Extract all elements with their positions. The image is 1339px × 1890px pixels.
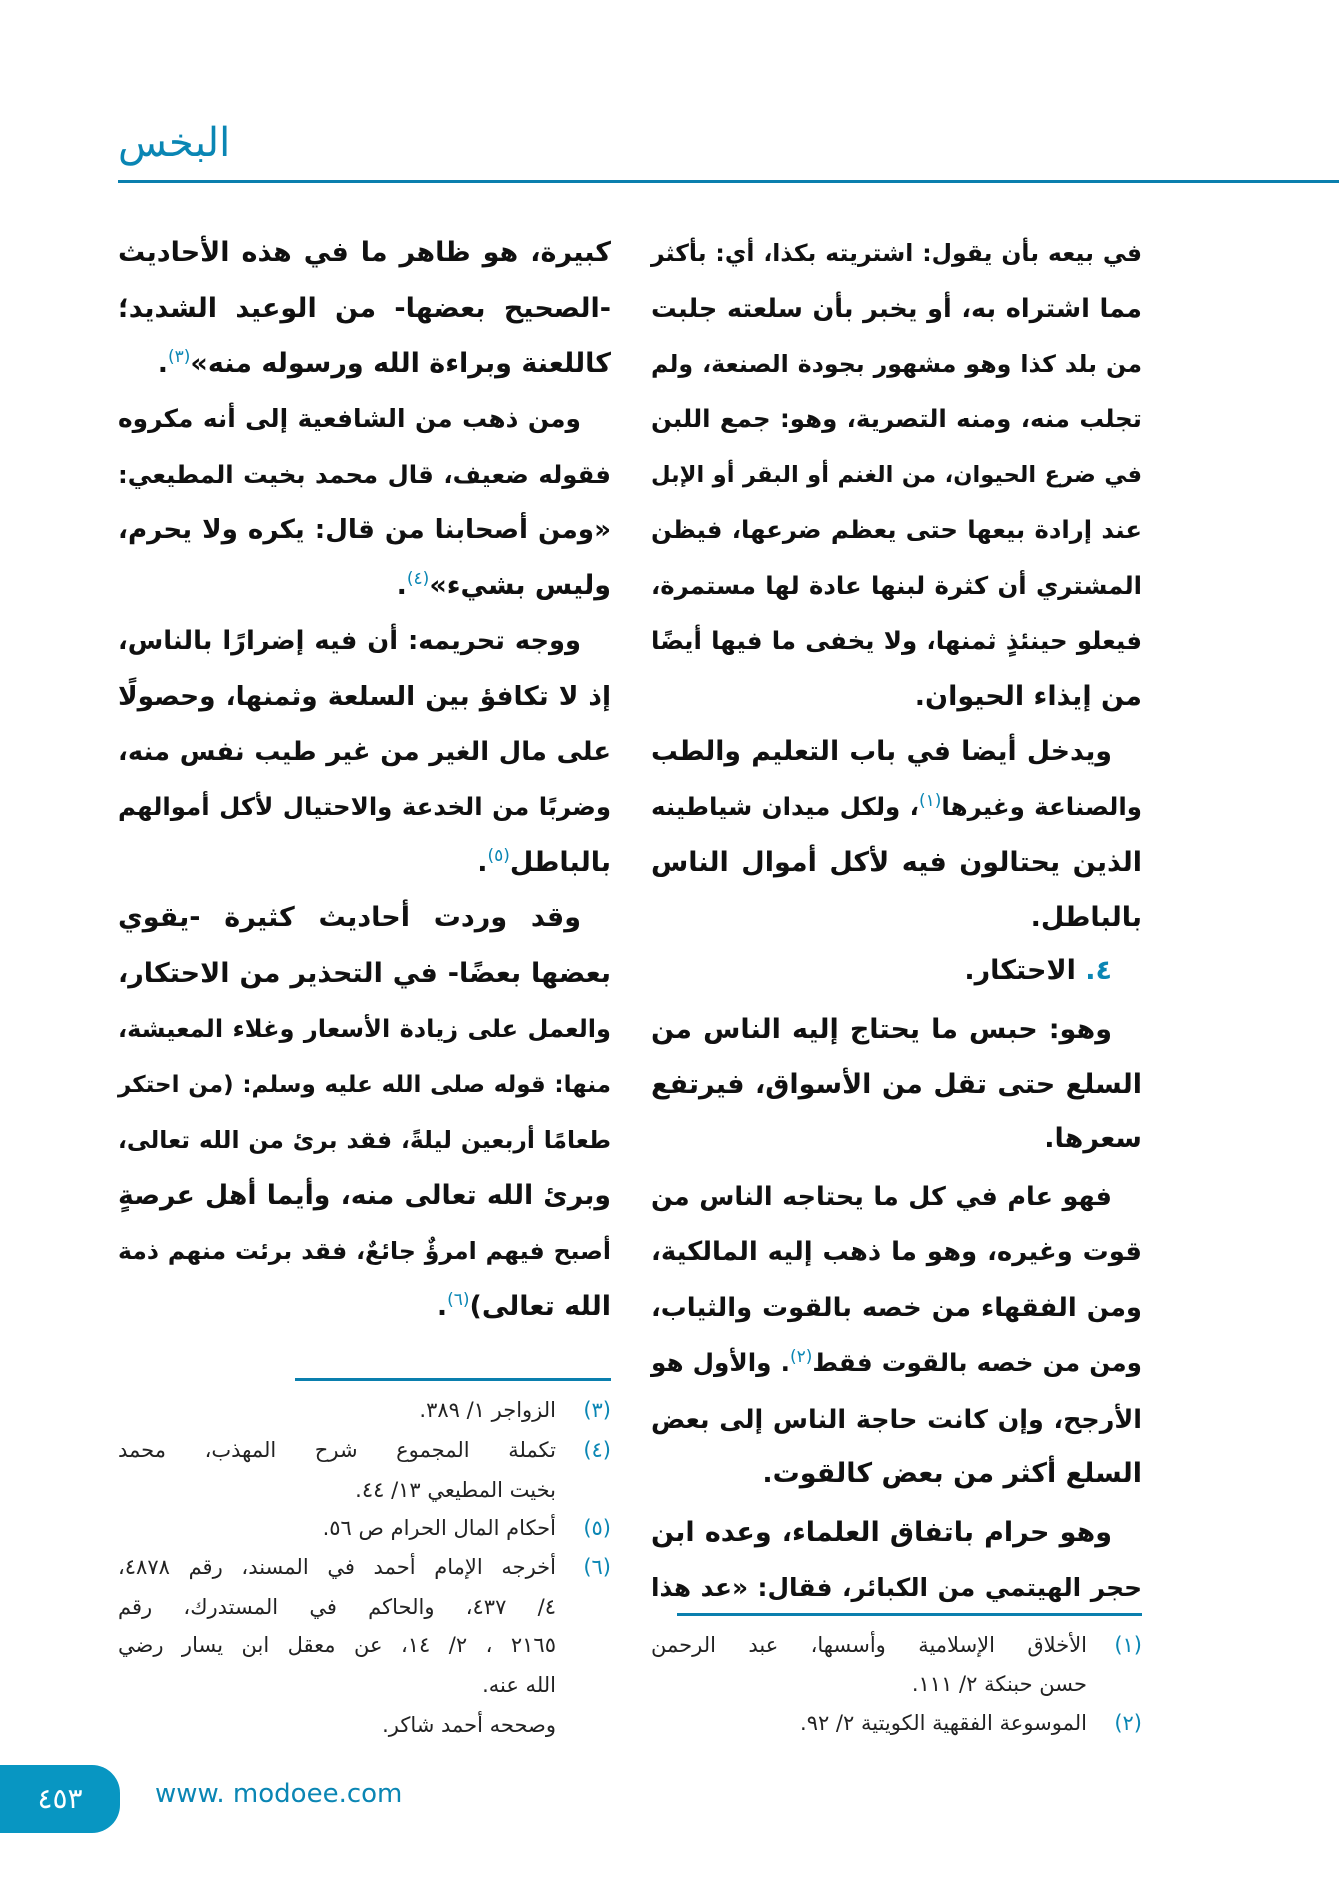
- line-text: في ضرع الحيوان، من الغنم أو البقر أو الإبل: [651, 462, 1142, 488]
- text-line: [651, 787, 1142, 827]
- line-text: -الصحيح بعضها- من الوعيد الشديد؛: [118, 293, 611, 324]
- text-line: [118, 566, 611, 606]
- text-line: [651, 399, 1142, 439]
- line-content: [651, 626, 1142, 655]
- line-content: [915, 681, 1142, 712]
- text-line: [118, 843, 611, 883]
- footnote-number: (٣): [583, 1398, 611, 1422]
- footnote-number: (٤): [583, 1438, 611, 1462]
- text-line: [651, 289, 1142, 329]
- line-text: وليس بشيء»: [429, 570, 611, 601]
- line-text: فهو عام في كل ما يحتاجه الناس من: [651, 1182, 1112, 1212]
- text-line: [651, 951, 1112, 991]
- line-content: [118, 237, 611, 268]
- footnote-ref[interactable]: (٢): [789, 1346, 813, 1367]
- line-text: ومن ذهب من الشافعية إلى أنه مكروه: [118, 404, 581, 433]
- line-content: [651, 350, 1142, 378]
- line-content: [477, 847, 611, 878]
- line-text: السلع أكثر من بعض كالقوت.: [762, 1458, 1142, 1489]
- line-text: من بلد كذا وهو مشهور بجودة الصنعة، ولم: [651, 350, 1142, 378]
- text-line: [651, 1288, 1142, 1328]
- line-content: [1031, 902, 1142, 933]
- footnote-text: [118, 1629, 556, 1661]
- footnote-content: ٢١٦٥ ، ٢/ ١٤، عن معقل ابن يسار رضي: [118, 1633, 556, 1657]
- line-text: السلع حتى تقل من الأسواق، فيرتفع: [651, 1069, 1142, 1100]
- text-line: [118, 1120, 611, 1160]
- line-content: [118, 1126, 611, 1154]
- line-content: [118, 737, 611, 767]
- line-content: [651, 847, 1142, 878]
- line-content: [762, 1458, 1142, 1489]
- footnote-ref[interactable]: (٥): [487, 846, 510, 866]
- footnote-text: [651, 1629, 1087, 1661]
- text-line: [118, 898, 581, 938]
- line-text: والعمل على زيادة الأسعار وغلاء المعيشة،: [118, 1015, 611, 1043]
- line-text: عند إرادة بيعها حتى يعظم ضرعها، فيظن: [651, 515, 1142, 544]
- line-content: [651, 1182, 1112, 1212]
- line-content: [118, 1237, 611, 1265]
- footnote-ref[interactable]: (٦): [447, 1290, 470, 1310]
- footnote-content: الأخلاق الإسلامية وأسسها، عبد الرحمن: [651, 1633, 1087, 1657]
- text-line: [651, 1513, 1112, 1553]
- text-line: [651, 233, 1142, 273]
- line-text: ووجه تحريمه: أن فيه إضرارًا بالناس،: [118, 626, 581, 656]
- text-line: [118, 1176, 611, 1216]
- line-text-after: .: [436, 1291, 448, 1322]
- line-text: حجر الهيتمي من الكبائر، فقال: «عد هذا: [651, 1573, 1142, 1602]
- line-text-after: .: [157, 348, 168, 379]
- text-line: [651, 566, 1142, 606]
- line-text: سعرها.: [1044, 1123, 1142, 1154]
- text-line: [651, 1119, 1142, 1159]
- footnote-content: أحكام المال الحرام ص ٥٦.: [322, 1516, 556, 1540]
- text-line: [118, 787, 611, 827]
- line-text: إذ لا تكافؤ بين السلعة وثمنها، وحصولًا: [118, 682, 611, 712]
- line-text: ومن الفقهاء من خصه بالقوت والثياب،: [651, 1293, 1142, 1323]
- text-line: [651, 1232, 1142, 1272]
- line-text: الله تعالى): [469, 1291, 611, 1322]
- line-content: [651, 404, 1142, 433]
- line-text: منها: قوله صلى الله عليه وسلم: (من احتكر: [118, 1072, 611, 1098]
- line-text: فيعلو حينئذٍ ثمنها، ولا يخفى ما فيها أيضًا: [651, 626, 1142, 655]
- text-line: [118, 399, 581, 439]
- line-text: «ومن أصحابنا من قال: يكره ولا يحرم،: [118, 515, 611, 545]
- chapter-title: البخس: [118, 120, 231, 166]
- line-content: [437, 1291, 611, 1322]
- line-text: كبيرة، هو ظاهر ما في هذه الأحاديث: [118, 237, 611, 268]
- line-content: [118, 1072, 611, 1098]
- line-content: [118, 293, 611, 324]
- footnote-ref[interactable]: (١): [918, 790, 942, 811]
- text-line: [118, 1065, 611, 1105]
- line-content: [651, 792, 1142, 821]
- line-content: [118, 792, 611, 821]
- line-text: أصبح فيهم امرؤٌ جائعٌ، فقد برئت منهم ذمة: [118, 1237, 611, 1265]
- text-line: [651, 1343, 1142, 1383]
- line-content: [118, 515, 611, 545]
- line-text: وبرئ الله تعالى منه، وأيما أهل عرصةٍ: [118, 1180, 611, 1211]
- text-line: [118, 455, 611, 495]
- text-line: [118, 233, 611, 273]
- footnote-text: [118, 1669, 556, 1701]
- line-content: [651, 1348, 1142, 1377]
- line-text: تجلب منه، ومنه التصرية، وهو: جمع اللبن: [651, 404, 1142, 433]
- text-line: [651, 843, 1142, 883]
- line-text: من إيذاء الحيوان.: [914, 681, 1142, 712]
- line-text: وهو حرام باتفاق العلماء، وعده ابن: [651, 1517, 1112, 1548]
- text-line: [651, 677, 1142, 717]
- line-text: وقد وردت أحاديث كثيرة -يقوي: [118, 902, 581, 933]
- text-line: [118, 954, 611, 994]
- line-content: [118, 404, 581, 433]
- line-content: [651, 736, 1112, 767]
- line-content: [651, 1573, 1142, 1602]
- text-line: [651, 344, 1142, 384]
- text-line: [651, 1399, 1142, 1439]
- text-line: [118, 1287, 611, 1327]
- text-line: [118, 510, 611, 550]
- text-line: [651, 898, 1142, 938]
- line-content: [118, 682, 611, 712]
- footnote-content: ٤/ ٤٣٧، والحاكم في المستدرك، رقم: [118, 1595, 556, 1619]
- line-text: ويدخل أيضا في باب التعليم والطب: [651, 736, 1112, 767]
- line-text-after: .: [477, 847, 488, 878]
- footnote-text: [118, 1394, 556, 1426]
- footnote-content: وصححه أحمد شاكر.: [382, 1713, 556, 1737]
- text-line: [118, 1009, 611, 1049]
- line-text: الأرجح، وإن كانت حاجة الناس إلى بعض: [651, 1404, 1142, 1434]
- line-content: [118, 626, 581, 656]
- footnote-text: [118, 1551, 556, 1583]
- footnote-text: [118, 1591, 556, 1623]
- line-content: [118, 460, 611, 489]
- line-text: قوت وغيره، وهو ما ذهب إليه المالكية،: [651, 1237, 1142, 1267]
- line-text: الاحتكار.: [964, 955, 1086, 986]
- text-line: [118, 344, 611, 384]
- footnote-content: تكملة المجموع شرح المهذب، محمد: [118, 1438, 556, 1462]
- footnote-ref[interactable]: (٣): [167, 347, 191, 367]
- line-content: [651, 1404, 1142, 1434]
- line-text: طعامًا أربعين ليلةً، فقد برئ من الله تعالى،: [118, 1126, 611, 1154]
- footnote-number: (١): [1114, 1633, 1142, 1657]
- footnote-text: [118, 1512, 556, 1544]
- footnote-text: [118, 1434, 556, 1466]
- footnote-content: أخرجه الإمام أحمد في المسند، رقم ٤٨٧٨،: [118, 1555, 556, 1579]
- section-number: ٤.: [1085, 955, 1112, 986]
- footnote-text: [118, 1709, 556, 1741]
- line-content: [651, 294, 1142, 324]
- text-line: [651, 1568, 1142, 1608]
- line-content: [397, 570, 611, 601]
- line-text: بعضها بعضًا- في التحذير من الاحتكار،: [118, 958, 611, 989]
- line-content: [118, 902, 581, 933]
- line-text: كاللعنة وبراءة الله ورسوله منه»: [190, 348, 611, 379]
- footnote-content: الله عنه.: [482, 1673, 556, 1697]
- text-line: [651, 621, 1142, 661]
- line-text: وهو: حبس ما يحتاج إليه الناس من: [651, 1014, 1112, 1045]
- line-text: والصناعة وغيرها: [941, 792, 1142, 821]
- text-line: [651, 1454, 1142, 1494]
- line-content: [651, 571, 1142, 600]
- line-text-after: ، ولكل ميدان شياطينه: [651, 792, 919, 821]
- website-link[interactable]: www. modoee.com: [155, 1779, 403, 1809]
- line-content: [651, 1517, 1112, 1548]
- line-text: بالباطل.: [1030, 902, 1142, 933]
- footnote-number: (٢): [1114, 1711, 1142, 1735]
- line-content: [651, 1293, 1142, 1323]
- footnote-number: (٦): [583, 1555, 611, 1579]
- footnote-content: الموسوعة الفقهية الكويتية ٢/ ٩٢.: [800, 1711, 1087, 1735]
- text-line: [651, 732, 1112, 772]
- line-content: [118, 958, 611, 989]
- text-line: [118, 1231, 611, 1271]
- line-content: [158, 348, 611, 379]
- line-text-after: . والأول هو: [651, 1348, 790, 1377]
- text-line: [651, 455, 1142, 495]
- footnote-content: الزواجر ١/ ٣٨٩.: [419, 1398, 556, 1422]
- footnote-content: بخيت المطيعي ١٣/ ٤٤.: [355, 1478, 556, 1502]
- line-text: ومن من خصه بالقوت فقط: [812, 1348, 1142, 1377]
- line-text: مما اشتراه به، أو يخبر بأن سلعته جلبت: [651, 294, 1142, 324]
- text-line: [651, 1177, 1112, 1217]
- line-text: في بيعه بأن يقول: اشتريته بكذا، أي: بأكثر: [651, 239, 1142, 267]
- text-line: [118, 732, 611, 772]
- footnote-text: [651, 1668, 1087, 1700]
- text-line: [651, 1010, 1112, 1050]
- footnote-ref[interactable]: (٤): [406, 569, 430, 589]
- line-content: [1044, 1123, 1142, 1154]
- line-text: المشتري أن كثرة لبنها عادة لها مستمرة،: [651, 571, 1142, 600]
- text-line: [651, 1065, 1142, 1105]
- header-divider: [118, 180, 1339, 183]
- line-text: على مال الغير من غير طيب نفس منه،: [118, 737, 611, 767]
- text-line: [118, 289, 611, 329]
- line-text: فقوله ضعيف، قال محمد بخيت المطيعي:: [118, 460, 611, 489]
- line-content: [964, 955, 1112, 986]
- text-line: [118, 621, 581, 661]
- line-content: [651, 462, 1142, 488]
- footnote-divider-right: [677, 1613, 1142, 1616]
- line-text: الذين يحتالون فيه لأكل أموال الناس: [651, 847, 1142, 878]
- footnote-text: [118, 1474, 556, 1506]
- footnote-text: [651, 1707, 1087, 1739]
- line-text-after: .: [396, 570, 407, 601]
- footnote-number: (٥): [583, 1516, 611, 1540]
- line-content: [651, 239, 1142, 267]
- line-content: [118, 1015, 611, 1043]
- line-text: وضربًا من الخدعة والاحتيال لأكل أموالهم: [118, 792, 611, 821]
- text-line: [651, 510, 1142, 550]
- footnote-content: حسن حبنكة ٢/ ١١١.: [911, 1672, 1087, 1696]
- footnote-divider-left: [295, 1378, 611, 1381]
- line-content: [651, 515, 1142, 544]
- line-text: بالباطل: [509, 847, 611, 878]
- line-content: [651, 1014, 1112, 1045]
- line-content: [651, 1069, 1142, 1100]
- page-number-badge: ٤٥٣: [0, 1765, 120, 1833]
- line-content: [118, 1180, 611, 1211]
- line-content: [651, 1237, 1142, 1267]
- text-line: [118, 677, 611, 717]
